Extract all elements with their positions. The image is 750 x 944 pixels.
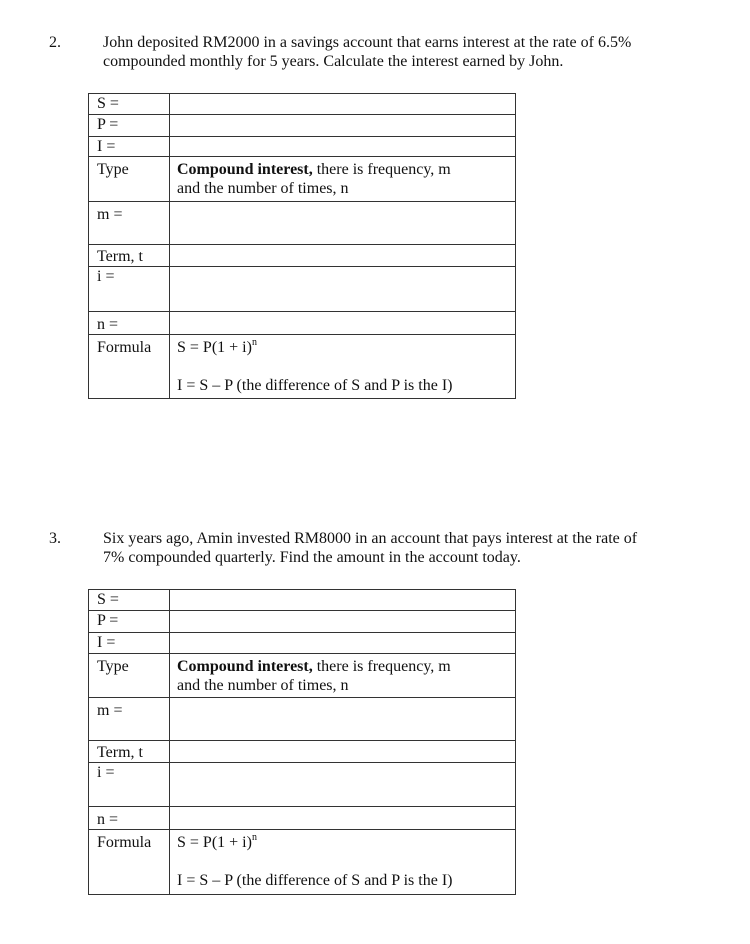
s-label: S =	[89, 94, 170, 115]
working-table-q3	[88, 589, 516, 895]
rate-answer-cell[interactable]	[170, 763, 516, 807]
m-label: m =	[89, 698, 170, 741]
question-text-line: John deposited RM2000 in a savings account that earns interest at the rate of 6.5%	[103, 34, 632, 51]
type-description	[170, 157, 516, 202]
s-label: S =	[89, 590, 170, 611]
p-label: P =	[89, 115, 170, 137]
formula-exponent: n	[251, 336, 257, 348]
rate-label: i =	[89, 267, 170, 312]
question-text-line: compounded monthly for 5 years. Calculate the interest earned by John.	[103, 53, 564, 70]
type-description	[170, 654, 516, 698]
question-text	[103, 529, 728, 567]
n-label: n =	[89, 312, 170, 335]
n-answer-cell[interactable]	[170, 807, 516, 830]
m-label: m =	[89, 202, 170, 245]
s-answer-cell[interactable]	[170, 94, 516, 115]
i-label: I =	[89, 633, 170, 654]
n-label: n =	[89, 807, 170, 830]
i-label: I =	[89, 137, 170, 157]
question-text	[103, 33, 728, 71]
formula-compound	[177, 338, 509, 357]
type-bold-text: Compound interest,	[177, 658, 313, 675]
n-answer-cell[interactable]	[170, 312, 516, 335]
type-text: there is frequency, m	[312, 658, 451, 675]
m-answer-cell[interactable]	[170, 202, 516, 245]
type-text: and the number of times, n	[177, 677, 349, 694]
formula-interest: I = S – P (the difference of S and P is the I)	[177, 872, 453, 889]
p-answer-cell[interactable]	[170, 611, 516, 633]
rate-label: i =	[89, 763, 170, 807]
formula-interest: I = S – P (the difference of S and P is the I)	[177, 377, 453, 394]
question-text-line: Six years ago, Amin invested RM8000 in an account that pays interest at the rate of	[103, 530, 638, 547]
term-answer-cell[interactable]	[170, 245, 516, 267]
formula-cell	[170, 830, 516, 895]
rate-answer-cell[interactable]	[170, 267, 516, 312]
type-text: there is frequency, m	[312, 161, 451, 178]
working-table-q2	[88, 93, 516, 399]
formula-label: Formula	[89, 335, 170, 399]
term-label: Term, t	[89, 741, 170, 763]
formula-compound	[177, 833, 509, 852]
formula-compound-base: S = P(1 + i)	[177, 834, 252, 851]
type-bold-text: Compound interest,	[177, 161, 313, 178]
formula-label: Formula	[89, 830, 170, 895]
question-number: 2.	[49, 34, 61, 51]
s-answer-cell[interactable]	[170, 590, 516, 611]
p-label: P =	[89, 611, 170, 633]
p-answer-cell[interactable]	[170, 115, 516, 137]
formula-exponent: n	[251, 831, 257, 843]
term-answer-cell[interactable]	[170, 741, 516, 763]
type-label: Type	[89, 654, 170, 698]
type-label: Type	[89, 157, 170, 202]
question-text-line: 7% compounded quarterly. Find the amount in the account today.	[103, 549, 521, 566]
i-answer-cell[interactable]	[170, 137, 516, 157]
m-answer-cell[interactable]	[170, 698, 516, 741]
question-number: 3.	[49, 530, 61, 547]
formula-compound-base: S = P(1 + i)	[177, 339, 252, 356]
formula-cell	[170, 335, 516, 399]
type-text: and the number of times, n	[177, 180, 349, 197]
term-label: Term, t	[89, 245, 170, 267]
i-answer-cell[interactable]	[170, 633, 516, 654]
